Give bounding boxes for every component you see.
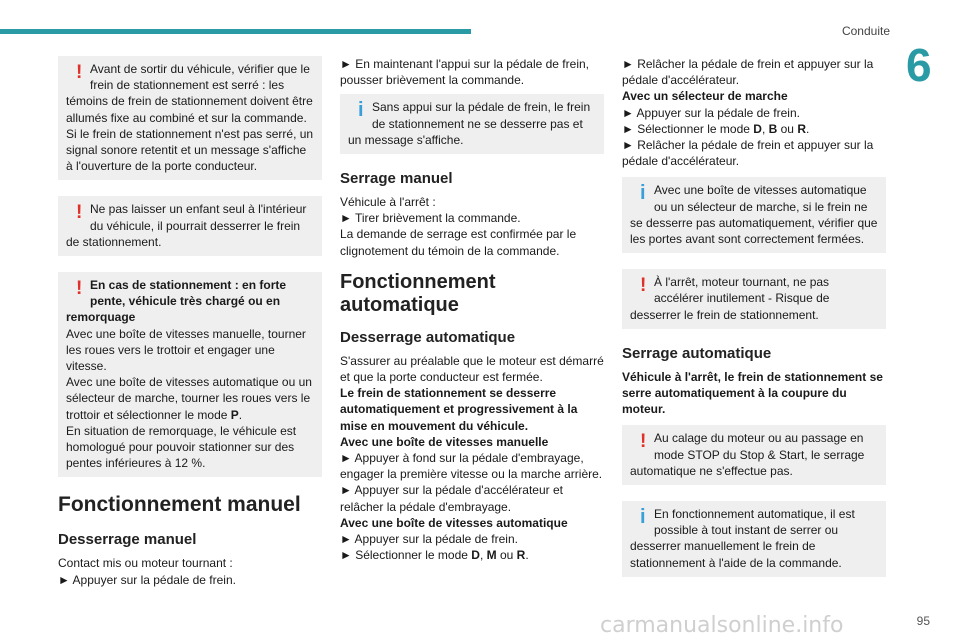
- bold-text: Le frein de stationnement se desserre automatiquement et progressivement à la mise en mouvement du véhicule.: [340, 386, 578, 433]
- info-box: [340, 94, 604, 154]
- warning-text: Avec une boîte de vitesses manuelle, tourner les roues vers le trottoir et engager une vitesse.: [66, 326, 306, 374]
- warning-text: Au calage du moteur ou au passage en mode STOP du Stop & Start, le serrage: [654, 431, 865, 462]
- step-text: ► Sélectionner le mode D, M ou R.: [340, 548, 529, 563]
- info-icon: i: [640, 506, 646, 529]
- warning-heading: remorquage: [66, 310, 136, 325]
- warning-text: À l'arrêt, moteur tournant, ne pas accélérer inutilement - Risque de: [654, 275, 830, 306]
- warning-text: Avec une boîte de vitesses automatique ou un sélecteur de marche, tourner les roues vers le trottoir et sélectionner le mode P.: [66, 375, 312, 422]
- info-text: se desserre pas automatiquement, vérifier que les portes avant sont correctement fermées.: [630, 215, 878, 247]
- warning-icon: !: [76, 202, 83, 224]
- step-text: ► Appuyer sur la pédale de frein.: [58, 572, 236, 587]
- column-1: [58, 56, 322, 588]
- warning-box: [622, 425, 886, 485]
- info-text: Sans appui sur la pédale de frein, le frein de stationnement ne se desserre pas et: [372, 100, 591, 131]
- step-text: ► Appuyer sur la pédale d'accélérateur et relâcher la pédale d'embrayage.: [340, 483, 563, 514]
- warning-text: automatique ne s'effectue pas.: [630, 463, 793, 478]
- subheading: Serrage automatique: [622, 344, 772, 362]
- warning-box: [58, 56, 322, 180]
- subheading: Serrage manuel: [340, 170, 453, 188]
- info-icon: i: [640, 182, 646, 205]
- info-text: desserrer manuellement le frein de stationnement à l'aide de la commande.: [630, 539, 842, 570]
- watermark: carmanualsonline.info: [600, 613, 844, 638]
- page-number: 95: [916, 614, 930, 628]
- bold-text: Avec un sélecteur de marche: [622, 89, 788, 104]
- warning-text: Avant de sortir du véhicule, vérifier que le frein de stationnement est serré : les: [90, 62, 310, 93]
- warning-box: [622, 269, 886, 329]
- warning-text: témoins de frein de stationnement doivent être allumés fixe au combiné et sur la commande.: [66, 94, 313, 125]
- column-3: [622, 56, 886, 593]
- warning-text: Si le frein de stationnement n'est pas serré, un signal sonore retentit et un message s'affiche à l'ouverture de la porte conducteur.: [66, 126, 314, 174]
- bold-text: Avec une boîte de vitesses automatique: [340, 515, 568, 530]
- warning-text: En situation de remorquage, le véhicule est homologué pour pouvoir stationner sur des pentes inférieures à 12 %.: [66, 423, 297, 471]
- body-text: Véhicule à l'arrêt :: [340, 195, 436, 210]
- heading-manual: Fonctionnement manuel: [58, 493, 301, 517]
- subheading: Desserrage automatique: [340, 328, 516, 346]
- header-accent-bar: [0, 29, 471, 34]
- warning-icon: !: [76, 278, 83, 300]
- heading-automatic: Fonctionnement automatique: [340, 270, 496, 316]
- warning-icon: !: [640, 431, 647, 453]
- warning-box: [58, 196, 322, 256]
- info-text: Avec une boîte de vitesses automatique ou un sélecteur de marche, si le frein ne: [654, 183, 868, 214]
- info-box: [622, 501, 886, 577]
- info-box: [622, 177, 886, 253]
- warning-icon: !: [76, 62, 83, 83]
- step-text: ► Relâcher la pédale de frein et appuyer sur la pédale d'accélérateur.: [622, 138, 874, 169]
- step-text: ► Tirer brièvement la commande.: [340, 211, 521, 226]
- chapter-number: 6: [906, 39, 932, 91]
- info-text: En fonctionnement automatique, il est possible à tout instant de serrer ou: [654, 507, 855, 538]
- subheading: Desserrage manuel: [58, 531, 197, 549]
- warning-box: [58, 272, 322, 477]
- body-text: Contact mis ou moteur tournant :: [58, 556, 233, 571]
- step-text: ► Sélectionner le mode D, B ou R.: [622, 121, 810, 136]
- warning-icon: !: [640, 275, 647, 297]
- bold-text: Véhicule à l'arrêt, le frein de stationnement se serre automatiquement à la coupure du moteur.: [622, 369, 883, 417]
- step-text: ► Appuyer sur la pédale de frein.: [622, 105, 800, 120]
- bold-text: Avec une boîte de vitesses manuelle: [340, 434, 549, 449]
- warning-text: desserrer le frein de stationnement.: [630, 307, 819, 322]
- step-text: ► Relâcher la pédale de frein et appuyer sur la pédale d'accélérateur.: [622, 57, 874, 88]
- column-2: [340, 56, 604, 563]
- step-text: ► Appuyer à fond sur la pédale d'embrayage, engager la première vitesse ou la marche arrière.: [340, 451, 603, 482]
- warning-heading: En cas de stationnement : en forte pente, véhicule très chargé ou en: [90, 278, 287, 309]
- warning-text: Ne pas laisser un enfant seul à l'intérieur du véhicule, il pourrait desserrer le frein: [90, 202, 307, 233]
- info-icon: i: [358, 99, 364, 122]
- section-title: Conduite: [841, 24, 890, 38]
- warning-text: de stationnement.: [66, 234, 162, 249]
- step-text: ► En maintenant l'appui sur la pédale de frein, pousser brièvement la commande.: [340, 57, 589, 88]
- step-text: ► Appuyer sur la pédale de frein.: [340, 532, 518, 547]
- body-text: La demande de serrage est confirmée par le clignotement du témoin de la commande.: [340, 227, 577, 258]
- body-text: S'assurer au préalable que le moteur est démarré et que la porte conducteur est fermée.: [340, 353, 604, 385]
- info-text: un message s'affiche.: [348, 132, 464, 147]
